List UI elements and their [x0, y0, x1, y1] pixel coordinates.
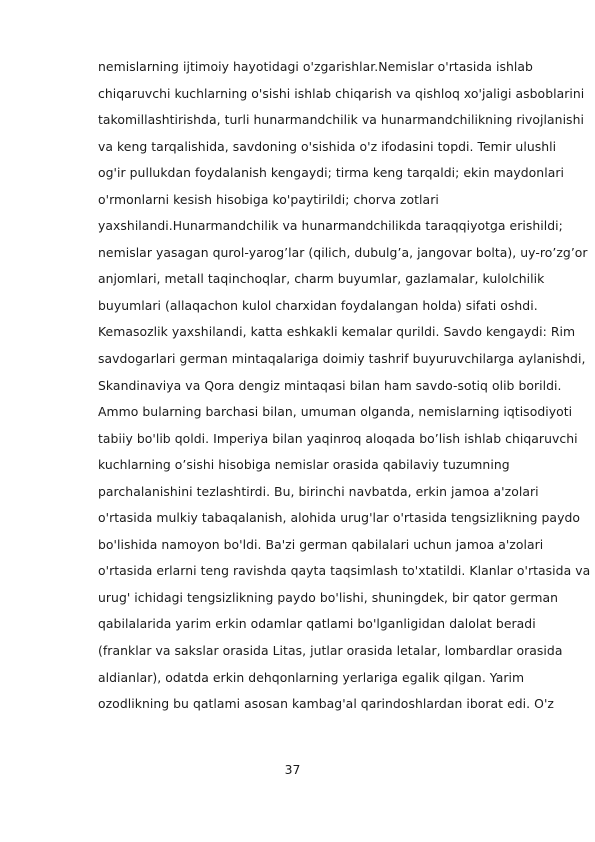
text-line: chiqaruvchi kuchlarning o'sishi ishlab chiqarish va qishloq xo'jaligi asboblarini: [98, 85, 585, 101]
text-line: ozodlikning bu qatlami asosan kambag'al qarindoshlardan iborat edi. O'z: [98, 696, 554, 712]
text-line: qabilalarida yarim erkin odamlar qatlami bo'lganligidan dalolat beradi: [98, 616, 536, 632]
page-number-text: 37: [284, 762, 301, 777]
text-line: buyumlari (allaqachon kulol charxidan foydalangan holda) sifati oshdi.: [98, 297, 538, 313]
page-number: [0, 762, 595, 778]
text-line: bo'lishida namoyon bo'ldi. Ba'zi german qabilalari uchun jamoa a'zolari: [98, 536, 544, 552]
text-line: va keng tarqalishida, savdoning o'sishida o'z ifodasini topdi. Temir ulushli: [98, 138, 557, 154]
text-line: urug' ichidagi tengsizlikning paydo bo'lishi, shuningdek, bir qator german: [98, 589, 558, 605]
text-line: savdogarlari german mintaqalariga doimiy tashrif buyuruvchilarga aylanishdi,: [98, 351, 586, 367]
text-line: yaxshilandi.Hunarmandchilik va hunarmandchilikda taraqqiyotga erishildi;: [98, 218, 563, 234]
text-line: anjomlari, metall taqinchoqlar, charm buyumlar, gazlamalar, kulolchilik: [98, 271, 545, 287]
text-line: parchalanishini tezlashtirdi. Bu, birinchi navbatda, erkin jamoa a'zolari: [98, 483, 539, 499]
text-line: og'ir pullukdan foydalanish kengaydi; tirma keng tarqaldi; ekin maydonlari: [98, 165, 564, 181]
text-line: tabiiy bo'lib qoldi. Imperiya bilan yaqinroq aloqada bo’lish ishlab chiqaruvchi: [98, 430, 578, 446]
text-line: o'rtasida erlarni teng ravishda qayta taqsimlash to'xtatildi. Klanlar o'rtasida va: [98, 563, 591, 579]
text-line: nemislarning ijtimoiy hayotidagi o'zgarishlar.Nemislar o'rtasida ishlab: [98, 59, 533, 74]
text-line: aldianlar), odatda erkin dehqonlarning yerlariga egalik qilgan. Yarim: [98, 669, 525, 685]
text-line: nemislar yasagan qurol-yarog’lar (qilich, dubulg’a, jangovar bolta), uy-ro’zg’or: [98, 244, 588, 260]
text-line: Ammo bularning barchasi bilan, umuman olganda, nemislarning iqtisodiyoti: [98, 404, 573, 420]
text-line: o'rmonlarni kesish hisobiga ko'paytirildi; chorva zotlari: [98, 191, 439, 207]
body-text: [98, 54, 595, 718]
text-line: o'rtasida mulkiy tabaqalanish, alohida urug'lar o'rtasida tengsizlikning paydo: [98, 510, 580, 526]
text-line: Kemasozlik yaxshilandi, katta eshkakli kemalar qurildi. Savdo kengaydi: Rim: [98, 324, 576, 340]
text-line: takomillashtirishda, turli hunarmandchilik va hunarmandchilikning rivojlanishi: [98, 112, 584, 128]
text-line: Skandinaviya va Qora dengiz mintaqasi bilan ham savdo-sotiq olib borildi.: [98, 377, 562, 393]
text-line: kuchlarning o’sishi hisobiga nemislar orasida qabilaviy tuzumning: [98, 457, 510, 473]
text-line: (franklar va sakslar orasida Litas, jutlar orasida letalar, lombardlar orasida: [98, 643, 563, 659]
